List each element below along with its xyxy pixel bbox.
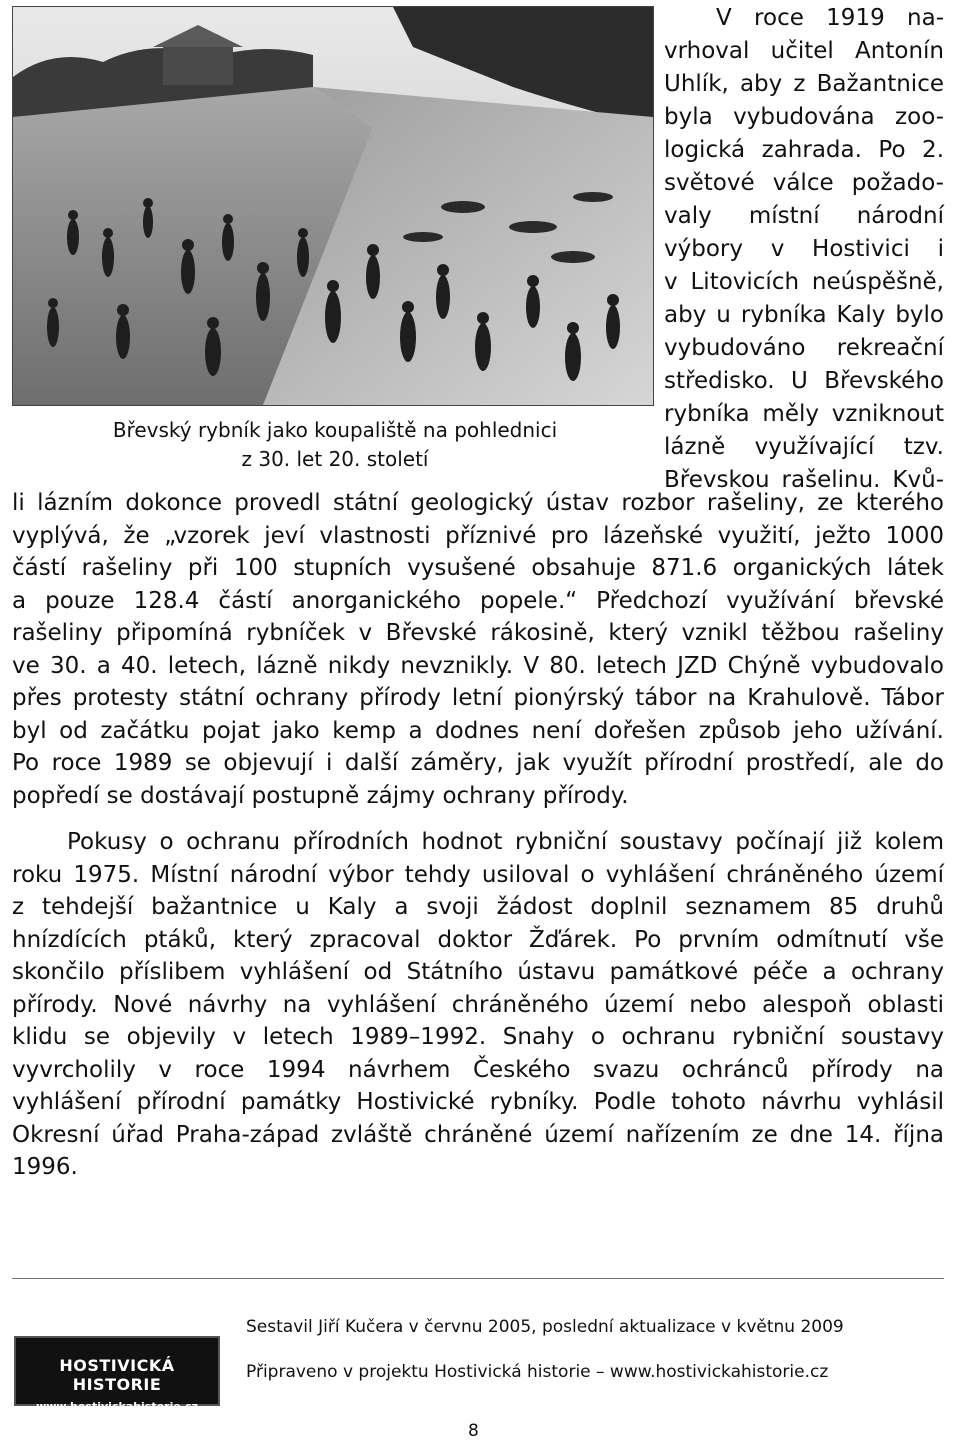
text-line: částí rašeliny při 100 stupních vysušené obsahuje 871.6 organických látek (12, 555, 944, 581)
text-line: byla vybudována zoo- (664, 104, 944, 130)
text-line: hnízdících ptáků, který zpracoval doktor Žďárek. Po prvním odmítnutí vše (12, 926, 944, 953)
text-line: z tehdejší bažantnice u Kaly a svoji žádost doplnil seznamem 85 druhů (12, 894, 944, 920)
text-line: světové válce požado- (664, 170, 944, 196)
text-line: logická zahrada. Po 2. (664, 137, 944, 163)
text-line: přes protesty státní ochrany přírody letní pionýrský tábor na Krahulově. Tábor (12, 685, 944, 711)
text-line: lázně využívající tzv. (664, 434, 944, 460)
text-line: valy místní národní (664, 203, 944, 229)
text-line: byl od začátku pojat jako kemp a dodnes není dořešen způsob jeho užívání. (12, 717, 944, 744)
page-number: 8 (468, 1421, 479, 1441)
text-line: Břevskou rašelinu. Kvů- (664, 467, 944, 493)
text-line: přírody. Nové návrhy na vyhlášení chráněného území nebo alespoň oblasti (12, 991, 944, 1018)
logo-url: www.hostivickahistorie.cz (36, 1400, 198, 1413)
text-line: rybníka měly vzniknout (664, 401, 944, 427)
text-line: a pouze 128.4 částí anorganického popele.“ Předchozí využívání břevské (12, 587, 944, 614)
paragraph-1 (12, 487, 944, 812)
text-line: ve 30. a 40. letech, lázně nikdy nevznikly. V 80. letech JZD Chýně vybudovalo (12, 652, 944, 679)
logo-title: HOSTIVICKÁ HISTORIE (59, 1356, 175, 1394)
caption-line: z 30. let 20. století (241, 447, 429, 471)
text-line: Pokusy o ochranu přírodních hodnot rybniční soustavy počínají již kolem (67, 829, 944, 855)
text-line: Po roce 1989 se objevují i další záměry, jak využít přírodní prostředí, ale do (12, 750, 944, 776)
text-line: rašeliny připomíná rybníček v Břevské rákosině, který vznikl těžbou rašeliny (12, 620, 944, 646)
text-line: skončilo příslibem vyhlášení od Státního ústavu památkové péče a ochrany (12, 959, 944, 985)
footer-divider (12, 1278, 944, 1279)
historic-photo (12, 6, 654, 406)
photo-caption (70, 416, 600, 474)
text-line: v Litovicích neúspěšně, (664, 269, 944, 295)
text-line: klidu se objevily v letech 1989–1992. Snahy o ochranu rybniční soustavy (12, 1024, 944, 1050)
side-text-column (664, 2, 944, 497)
text-line: vrhoval učitel Antonín (664, 38, 944, 64)
text-line: vyvrcholily v roce 1994 návrhem Českého svazu ochránců přírody na (12, 1056, 944, 1083)
text-line: Okresní úřad Praha-západ zvláště chráněné území nařízením ze dne 14. října (12, 1121, 944, 1148)
text-line: Uhlík, aby z Bažantnice (664, 71, 944, 97)
project-credit: Připraveno v projektu Hostivická historie – www.hostivickahistorie.cz (246, 1362, 829, 1382)
text-line: aby u rybníka Kaly bylo (664, 302, 944, 328)
text-line: výbory v Hostivici i (664, 236, 944, 262)
caption-line: Břevský rybník jako koupaliště na pohlednici (112, 418, 558, 442)
hostivicka-historie-logo (14, 1336, 220, 1413)
text-line: středisko. U Břevského (664, 368, 944, 394)
author-credit: Sestavil Jiří Kučera v červnu 2005, poslední aktualizace v květnu 2009 (246, 1317, 844, 1337)
paragraph-2 (12, 826, 944, 1184)
text-line: vyplývá, že „vzorek jeví vlastnosti příznivé pro lázeňské využití, ježto 1000 (12, 522, 944, 549)
text-line: li lázním dokonce provedl státní geologický ústav rozbor rašeliny, ze kterého (12, 490, 944, 516)
text-line: roku 1975. Místní národní výbor tehdy usiloval o vyhlášení chráněného území (12, 861, 944, 888)
text-line: 1996. (12, 1154, 78, 1180)
text-line: popředí se dostávají postupně zájmy ochrany přírody. (12, 782, 629, 809)
text-line: vyhlášení přírodní památky Hostivické rybníky. Podle tohoto návrhu vyhlásil (12, 1089, 944, 1115)
text-line: vybudováno rekreační (664, 335, 944, 361)
bathing-scene-image (13, 7, 653, 405)
text-line: V roce 1919 na- (716, 5, 944, 31)
